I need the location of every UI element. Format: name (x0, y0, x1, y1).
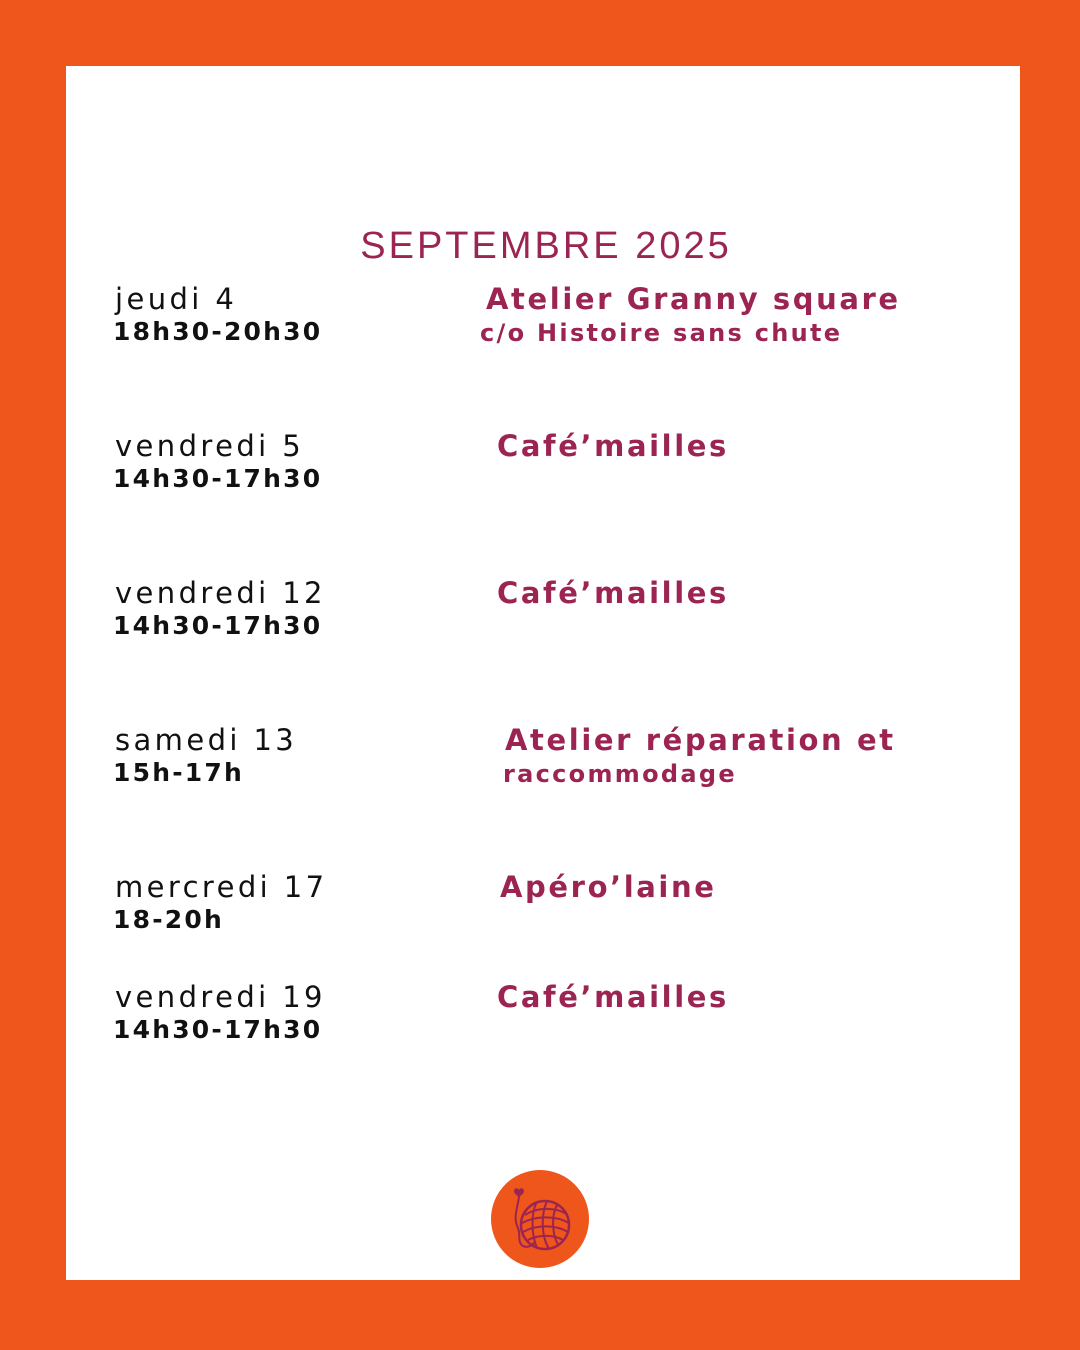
agenda-card (66, 66, 1020, 1280)
event-time: 14h30-17h30 (113, 611, 323, 640)
event-day: vendredi 19 (115, 980, 326, 1014)
event-day: vendredi 12 (115, 576, 326, 610)
event-item (66, 980, 1020, 1060)
event-day: jeudi 4 (115, 282, 238, 316)
event-place: raccommodage (503, 760, 737, 788)
event-name: Apéro’laine (500, 870, 717, 904)
event-name: Café’mailles (497, 429, 729, 463)
event-time: 14h30-17h30 (113, 1015, 323, 1044)
event-name: Atelier Granny square (486, 282, 901, 316)
event-item (66, 870, 1020, 950)
logo (491, 1170, 589, 1268)
event-time: 18-20h (113, 905, 224, 934)
event-item (66, 723, 1020, 803)
event-name: Café’mailles (497, 576, 729, 610)
event-time: 15h-17h (113, 758, 244, 787)
event-day: samedi 13 (115, 723, 298, 757)
event-item (66, 429, 1020, 509)
event-name: Atelier réparation et (505, 723, 896, 757)
event-day: vendredi 5 (115, 429, 305, 463)
yarn-ball-heart-icon (491, 1170, 589, 1268)
event-time: 14h30-17h30 (113, 464, 323, 493)
event-day: mercredi 17 (115, 870, 328, 904)
event-place: c/o Histoire sans chute (480, 319, 843, 347)
event-name: Café’mailles (497, 980, 729, 1014)
page-title: SEPTEMBRE 2025 (360, 225, 732, 267)
event-item (66, 576, 1020, 656)
event-time: 18h30-20h30 (113, 317, 323, 346)
event-item (66, 282, 1020, 362)
